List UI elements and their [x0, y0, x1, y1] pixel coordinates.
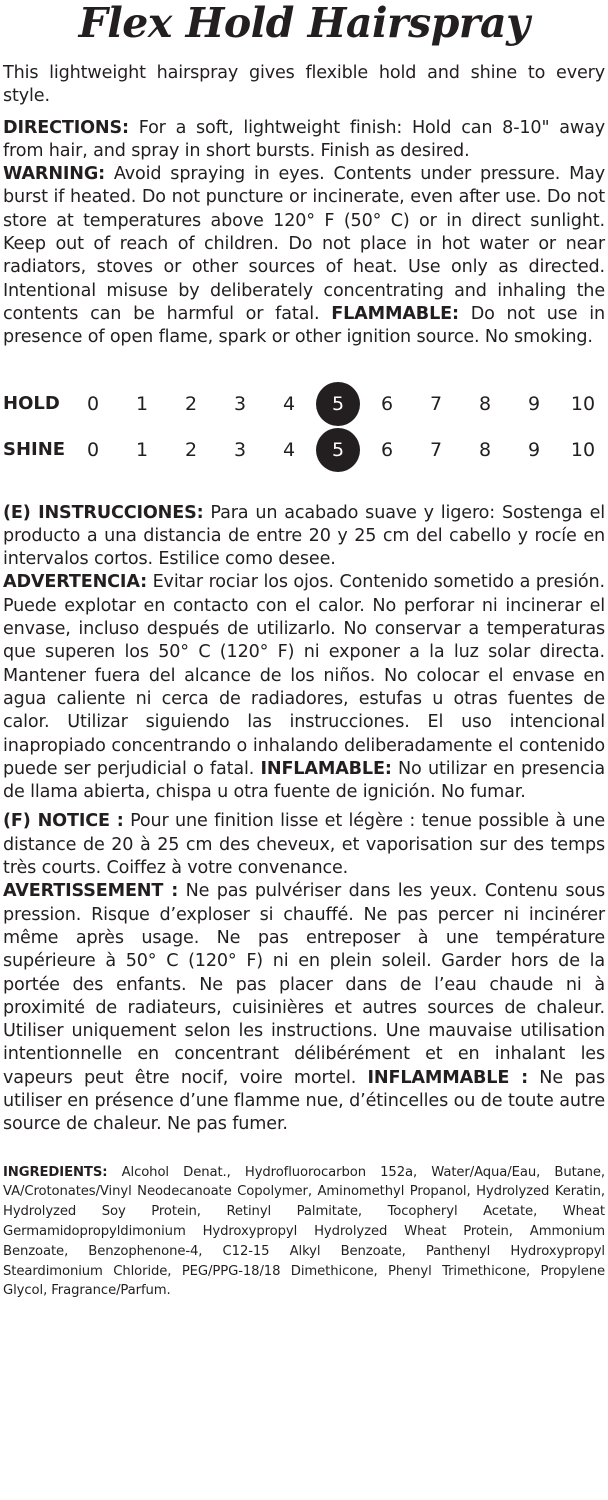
hold-scale-number-3: 3	[233, 392, 247, 415]
shine-scale-number-2: 2	[184, 438, 198, 461]
directions-label: DIRECTIONS:	[3, 117, 129, 138]
flammable-text: Do not use in presence of open flame, spark or other ignition source. No smoking.	[3, 303, 605, 348]
french-section	[3, 810, 605, 1136]
rating-scales	[3, 381, 605, 473]
shine-scale-number-10: 10	[570, 438, 596, 461]
shine-scale-number-4: 4	[282, 438, 296, 461]
instrucciones-text: Para un acabado suave y ligero: Sostenga el producto a una distancia de entre 20 y 25 cm del cabello y rocíe en intervalos cortos. Estilice como desee.	[3, 502, 605, 570]
shine-scale-number-9: 9	[527, 438, 541, 461]
shine-label: SHINE	[3, 439, 66, 461]
hold-scale-number-4: 4	[282, 392, 296, 415]
hold-scale-number-5-selected: 5	[316, 382, 360, 426]
inflamable-label: INFLAMABLE:	[260, 758, 392, 779]
product-title: Flex Hold Hairspray	[78, 0, 530, 47]
shine-scale-numbers	[73, 428, 605, 472]
hold-scale-number-9: 9	[527, 392, 541, 415]
hold-scale-number-8: 8	[478, 392, 492, 415]
hold-scale-number-1: 1	[135, 392, 149, 415]
advertencia-text: Evitar rociar los ojos. Contenido sometido a presión. Puede explotar en contacto con el calor. No perforar ni incinerar el envase, incluso después de utilizarlo. No conservar a temperaturas que superen los 50° C (120° F) ni exponer a la luz solar directa. Mantener fuera del alcance de los niños. No colocar el envase en agua caliente ni cerca de radiadores, estufas u otras fuentes de calor. Utilizar siguiendo las instrucciones. El uso intencional inapropiado concentrando o inhalando deliberadamente el contenido puede ser perjudicial o fatal.	[3, 572, 605, 779]
hold-scale	[3, 381, 605, 427]
flammable-label: FLAMMABLE:	[331, 303, 459, 324]
instrucciones-label: (E) INSTRUCCIONES:	[3, 502, 204, 523]
shine-scale-number-6: 6	[380, 438, 394, 461]
inflamable-text: No utilizar en presencia de llama abierta, chispa u otra fuente de ignición. No fumar.	[3, 758, 606, 803]
warning-label: WARNING:	[3, 164, 106, 185]
avertissement-label: AVERTISSEMENT :	[3, 881, 179, 902]
shine-scale-number-0: 0	[86, 438, 100, 461]
shine-scale-number-3: 3	[233, 438, 247, 461]
shine-scale	[3, 427, 605, 473]
shine-scale-number-5-selected: 5	[316, 428, 360, 472]
intro-text: This lightweight hairspray gives flexible hold and shine to every style.	[3, 63, 605, 107]
advertencia-label: ADVERTENCIA:	[3, 572, 147, 593]
hold-scale-number-6: 6	[380, 392, 394, 415]
hold-scale-number-2: 2	[184, 392, 198, 415]
hold-scale-number-0: 0	[86, 392, 100, 415]
english-section	[3, 117, 605, 350]
spanish-section	[3, 502, 605, 805]
notice-label: (F) NOTICE :	[3, 811, 124, 832]
ingredients-list	[3, 1163, 605, 1302]
directions-text: For a soft, lightweight finish: Hold can 8-10" away from hair, and spray in short bursts. Finish as desired.	[3, 117, 605, 161]
warning-text: Avoid spraying in eyes. Contents under pressure. May burst if heated. Do not puncture or incinerate, even after use. Do not store at temperatures above 120° F (50° C) or in direct sunlight. Keep out of reach of children. Do not place in hot water or near radiators, stoves or other sources of heat. Use only as directed. Intentional misuse by deliberately concentrating and inhaling the contents can be harmful or fatal.	[3, 164, 605, 324]
ingredients-label: INGREDIENTS:	[3, 1164, 108, 1180]
hold-scale-numbers	[73, 382, 605, 426]
inflammable-label: INFLAMMABLE :	[367, 1067, 528, 1088]
hold-scale-number-10: 10	[570, 392, 596, 415]
avertissement-text: Ne pas pulvériser dans les yeux. Contenu sous pression. Risque d’exploser si chauffé. Ne pas percer ni incinérer même après usage. Ne pas entreposer à une température supérieure à 50° C (120° F) ni en plein soleil. Garder hors de la portée des enfants. Ne pas placer dans de l’eau chaude ni à proximité de radiateurs, cuisinières et autres sources de chaleur. Utiliser uniquement selon les instructions. Une mauvaise utilisation intentionnelle en concentrant délibérément et en inhalant les vapeurs peut être nocif, voire mortel.	[3, 881, 605, 1088]
notice-text: Pour une finition lisse et légère : tenue possible à une distance de 20 à 25 cm des cheveux, et vaporisation sur des temps très courts. Coiffez à votre convenance.	[3, 811, 606, 879]
inflammable-text: Ne pas utiliser en présence d’une flamme nue, d’étincelles ou de toute autre source de chaleur. Ne pas fumer.	[3, 1067, 605, 1135]
shine-scale-number-7: 7	[429, 438, 443, 461]
hold-label: HOLD	[3, 393, 60, 415]
shine-scale-number-8: 8	[478, 438, 492, 461]
ingredients-text: Alcohol Denat., Hydrofluorocarbon 152a, Water/Aqua/Eau, Butane, VA/Crotonates/Vinyl Neodecanoate Copolymer, Aminomethyl Propanol, Hydrolyzed Keratin, Hydrolyzed Soy Protein, Retinyl Palmitate, Tocopheryl Acetate, Wheat Germamidopropyldimonium Hydroxypropyl Hydrolyzed Wheat Protein, Ammonium Benzoate, Benzophenone-4, C12-15 Alkyl Benzoate, Panthenyl Hydroxypropyl Steardimonium Chloride, PEG/PPG-18/18 Dimethicone, Phenyl Trimethicone, Propylene Glycol, Fragrance/Parfum.	[3, 1164, 605, 1299]
shine-scale-number-1: 1	[135, 438, 149, 461]
hold-scale-number-7: 7	[429, 392, 443, 415]
